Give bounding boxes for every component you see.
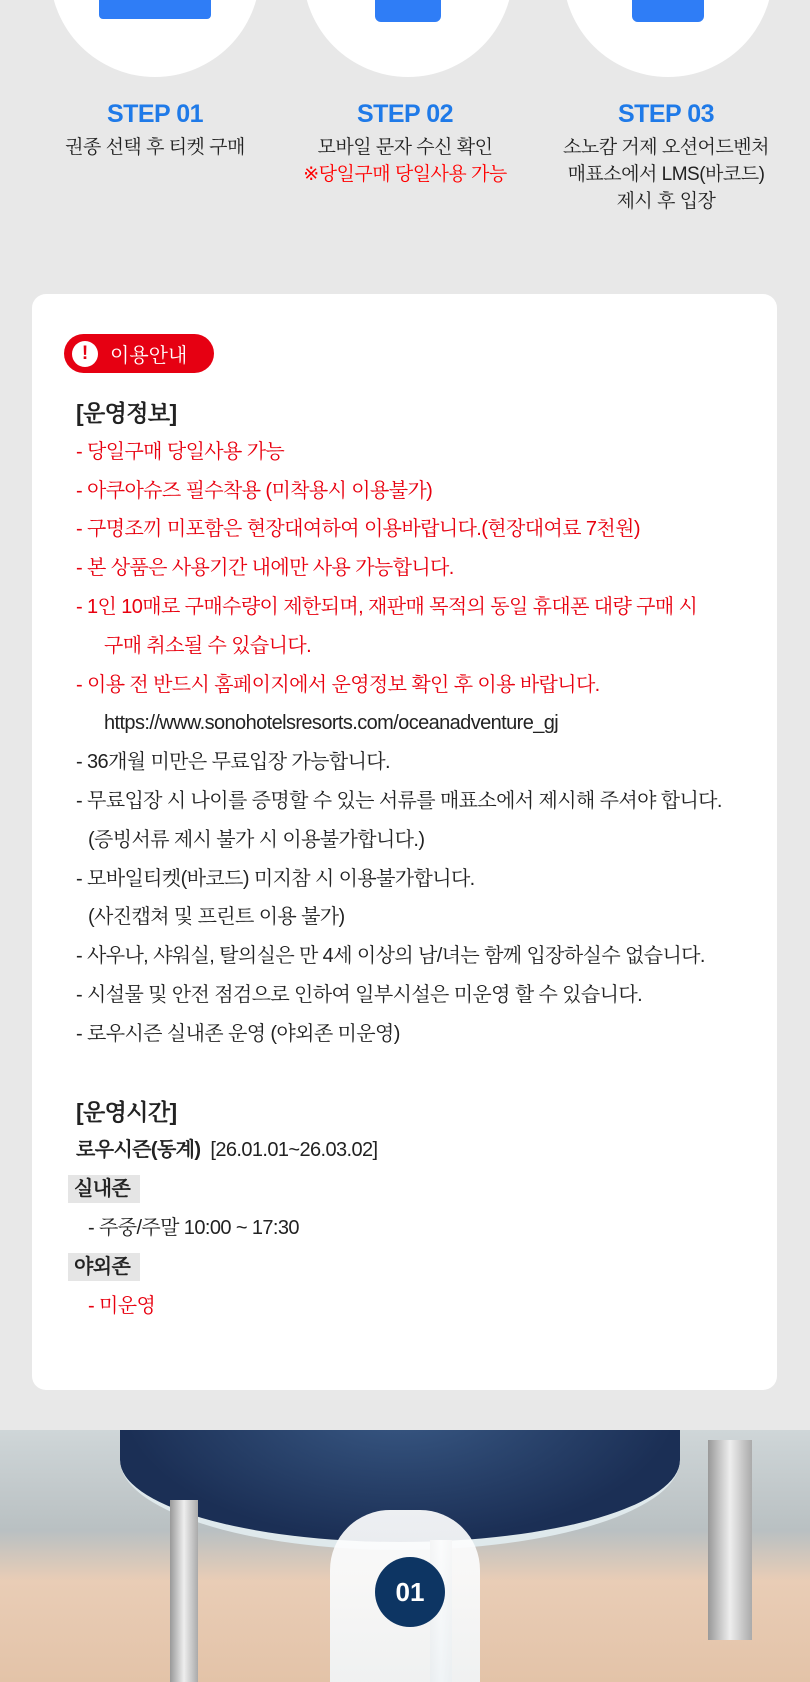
mobile-icon (375, 0, 441, 22)
step3-icon-circle (563, 0, 773, 77)
notice-line: - 모바일티켓(바코드) 미지참 시 이용불가합니다. (76, 867, 475, 890)
step-note: ※당일구매 당일사용 가능 (303, 164, 507, 185)
step-1 (35, 100, 275, 161)
ticket-icon (99, 0, 211, 19)
notice-body (76, 394, 766, 1325)
notice-line: - 당일구매 당일사용 가능 (76, 440, 285, 463)
outdoor-tag: 야외존 (68, 1253, 140, 1281)
notice-line: - 무료입장 시 나이를 증명할 수 있는 서류를 매표소에서 제시해 주셔야 합니다. (76, 789, 722, 812)
notice-line: - 36개월 미만은 무료입장 가능합니다. (76, 751, 390, 774)
step-title: STEP 02 (356, 100, 454, 128)
notice-line: - 구명조끼 미포함은 현장대여하여 이용바랍니다.(현장대여료 7천원) (76, 518, 640, 541)
notice-line: - 시설물 및 안전 점검으로 인하여 일부시설은 미운영 할 수 있습니다. (76, 983, 643, 1006)
step1-icon-circle (50, 0, 260, 77)
notice-badge (64, 334, 214, 373)
notice-line: - 1인 10매로 구매수량이 제한되며, 재판매 목적의 동일 휴대폰 대량 구매 시 (76, 595, 698, 618)
step-desc: 소노캄 거제 오션어드벤처 (563, 137, 769, 158)
notice-line: - 본 상품은 사용기간 내에만 사용 가능합니다. (76, 557, 454, 580)
notice-line: - 로우시즌 실내존 운영 (야외존 미운영) (76, 1022, 400, 1045)
step-desc: 매표소에서 LMS(바코드) (567, 164, 765, 185)
step-title: STEP 01 (106, 100, 204, 128)
step-title: STEP 03 (617, 100, 715, 128)
hours-title: [운영시간] (76, 1098, 177, 1125)
notice-line: 구매 취소될 수 있습니다. (104, 634, 312, 657)
ops-title: [운영정보] (76, 400, 177, 426)
notice-line: (증빙서류 제시 불가 시 이용불가합니다.) (88, 828, 425, 851)
season-label: 로우시즌(동계) (76, 1139, 201, 1162)
section-number-badge: 01 (375, 1557, 445, 1627)
notice-line: (사진캡쳐 및 프린트 이용 불가) (88, 906, 345, 929)
indoor-tag: 실내존 (68, 1175, 140, 1203)
exclamation-icon: ! (72, 341, 98, 367)
step-3 (546, 100, 786, 215)
facility-photo (0, 1430, 810, 1682)
step-desc: 권종 선택 후 티켓 구매 (65, 137, 245, 158)
notice-line: - 아쿠아슈즈 필수착용 (미착용시 이용불가) (76, 479, 433, 502)
season-dates: [26.01.01~26.03.02] (210, 1139, 378, 1162)
step-desc: 제시 후 입장 (616, 191, 716, 212)
badge-label: 이용안내 (110, 345, 188, 367)
mobile-icon (632, 0, 704, 22)
notice-card (32, 294, 777, 1390)
step-2 (285, 100, 525, 188)
notice-line: - 사우나, 샤워실, 탈의실은 만 4세 이상의 남/녀는 함께 입장하실수 없습니다. (76, 945, 705, 968)
step2-icon-circle (303, 0, 513, 77)
notice-line: - 이용 전 반드시 홈페이지에서 운영정보 확인 후 이용 바랍니다. (76, 673, 600, 696)
homepage-link[interactable]: https://www.sonohotelsresorts.com/oceanadventure_gj (104, 712, 559, 735)
outdoor-hours: - 미운영 (88, 1294, 156, 1317)
indoor-hours: - 주중/주말 10:00 ~ 17:30 (88, 1216, 299, 1239)
step-desc: 모바일 문자 수신 확인 (317, 137, 493, 158)
